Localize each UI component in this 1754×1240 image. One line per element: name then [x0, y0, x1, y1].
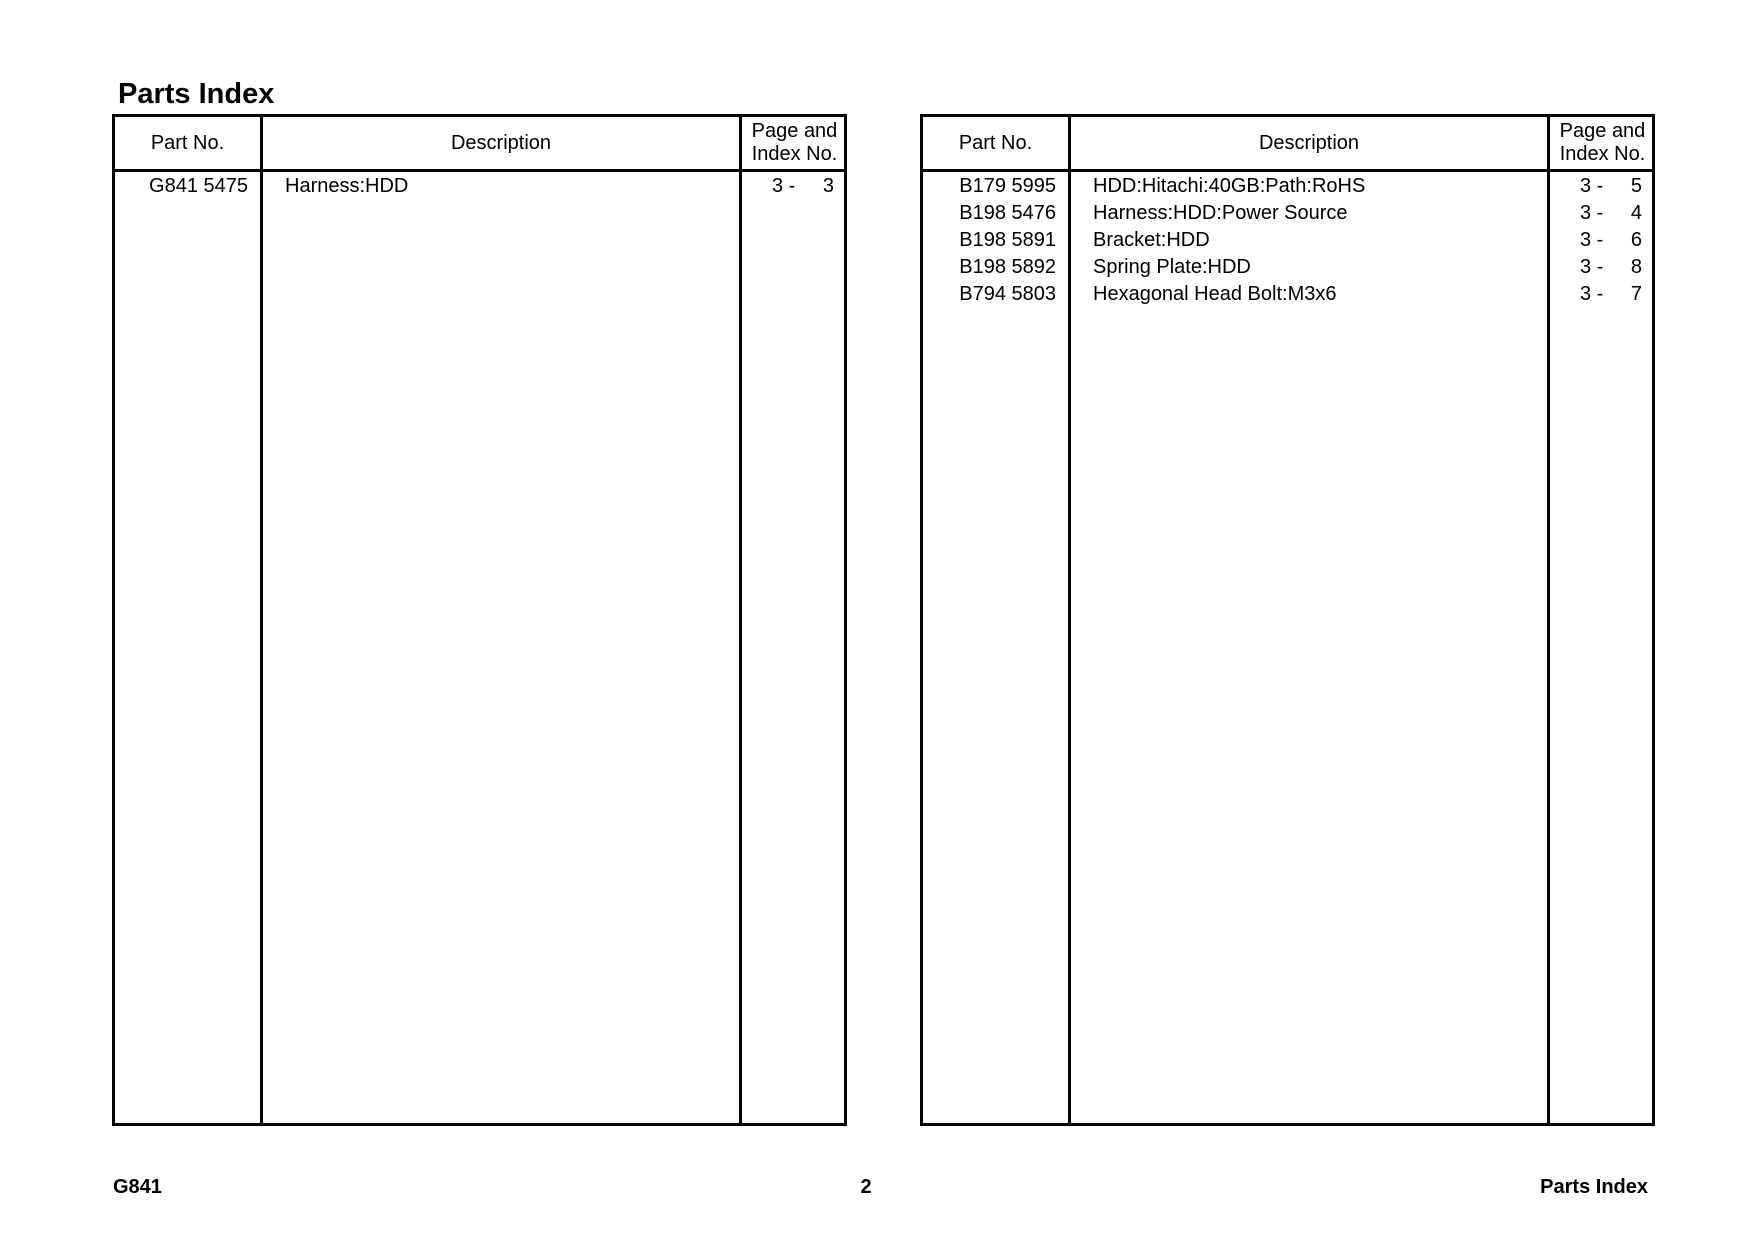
part-description: Spring Plate:HDD	[1093, 256, 1251, 278]
index-number: 7	[1630, 283, 1642, 305]
table-row	[923, 173, 1652, 200]
table-row	[923, 200, 1652, 227]
column-header-page-index-line2: Index No.	[751, 143, 838, 165]
column-header-page-index	[742, 117, 847, 169]
part-number: B794 5803	[959, 283, 1056, 305]
parts-index-table-left	[112, 114, 847, 1126]
column-header-description: Description	[1258, 131, 1360, 154]
page-number: 3 -	[1580, 256, 1604, 278]
parts-index-table-right	[920, 114, 1655, 1126]
index-number: 6	[1630, 229, 1642, 251]
page-number: 3 -	[1580, 283, 1604, 305]
table-row	[115, 173, 844, 200]
column-divider	[260, 117, 263, 1123]
part-description: Hexagonal Head Bolt:M3x6	[1093, 283, 1337, 305]
table-header	[115, 117, 844, 172]
column-header-part-no: Part No.	[958, 131, 1033, 154]
table-row	[923, 254, 1652, 281]
footer-model-code: G841	[113, 1176, 162, 1198]
column-header-page-index	[1550, 117, 1655, 169]
part-number: B198 5476	[959, 202, 1056, 224]
table-header	[923, 117, 1652, 172]
table-row	[923, 281, 1652, 308]
column-header-description: Description	[450, 131, 552, 154]
column-header-page-index-line2: Index No.	[1559, 143, 1646, 165]
column-header-page-index-line1: Page and	[751, 120, 838, 142]
column-header-part-no: Part No.	[150, 131, 225, 154]
index-number: 3	[822, 175, 834, 197]
index-number: 4	[1630, 202, 1642, 224]
index-number: 8	[1630, 256, 1642, 278]
part-description: Bracket:HDD	[1093, 229, 1210, 251]
page-number: 3 -	[1580, 202, 1604, 224]
part-number: B198 5892	[959, 256, 1056, 278]
index-number: 5	[1630, 175, 1642, 197]
page-title: Parts Index	[118, 78, 275, 110]
part-description: Harness:HDD:Power Source	[1093, 202, 1348, 224]
column-header-page-index-line1: Page and	[1559, 120, 1646, 142]
part-number: G841 5475	[149, 175, 248, 197]
part-number: B179 5995	[959, 175, 1056, 197]
page-number: 3 -	[1580, 229, 1604, 251]
table-row	[923, 227, 1652, 254]
table-body	[923, 173, 1652, 308]
footer-page-number: 2	[860, 1176, 872, 1198]
column-divider	[739, 117, 742, 1123]
table-body	[115, 173, 844, 200]
part-description: Harness:HDD	[285, 175, 409, 197]
part-description: HDD:Hitachi:40GB:Path:RoHS	[1093, 175, 1366, 197]
part-number: B198 5891	[959, 229, 1056, 251]
page-number: 3 -	[1580, 175, 1604, 197]
page-number: 3 -	[772, 175, 796, 197]
footer-section-title: Parts Index	[1540, 1176, 1648, 1198]
